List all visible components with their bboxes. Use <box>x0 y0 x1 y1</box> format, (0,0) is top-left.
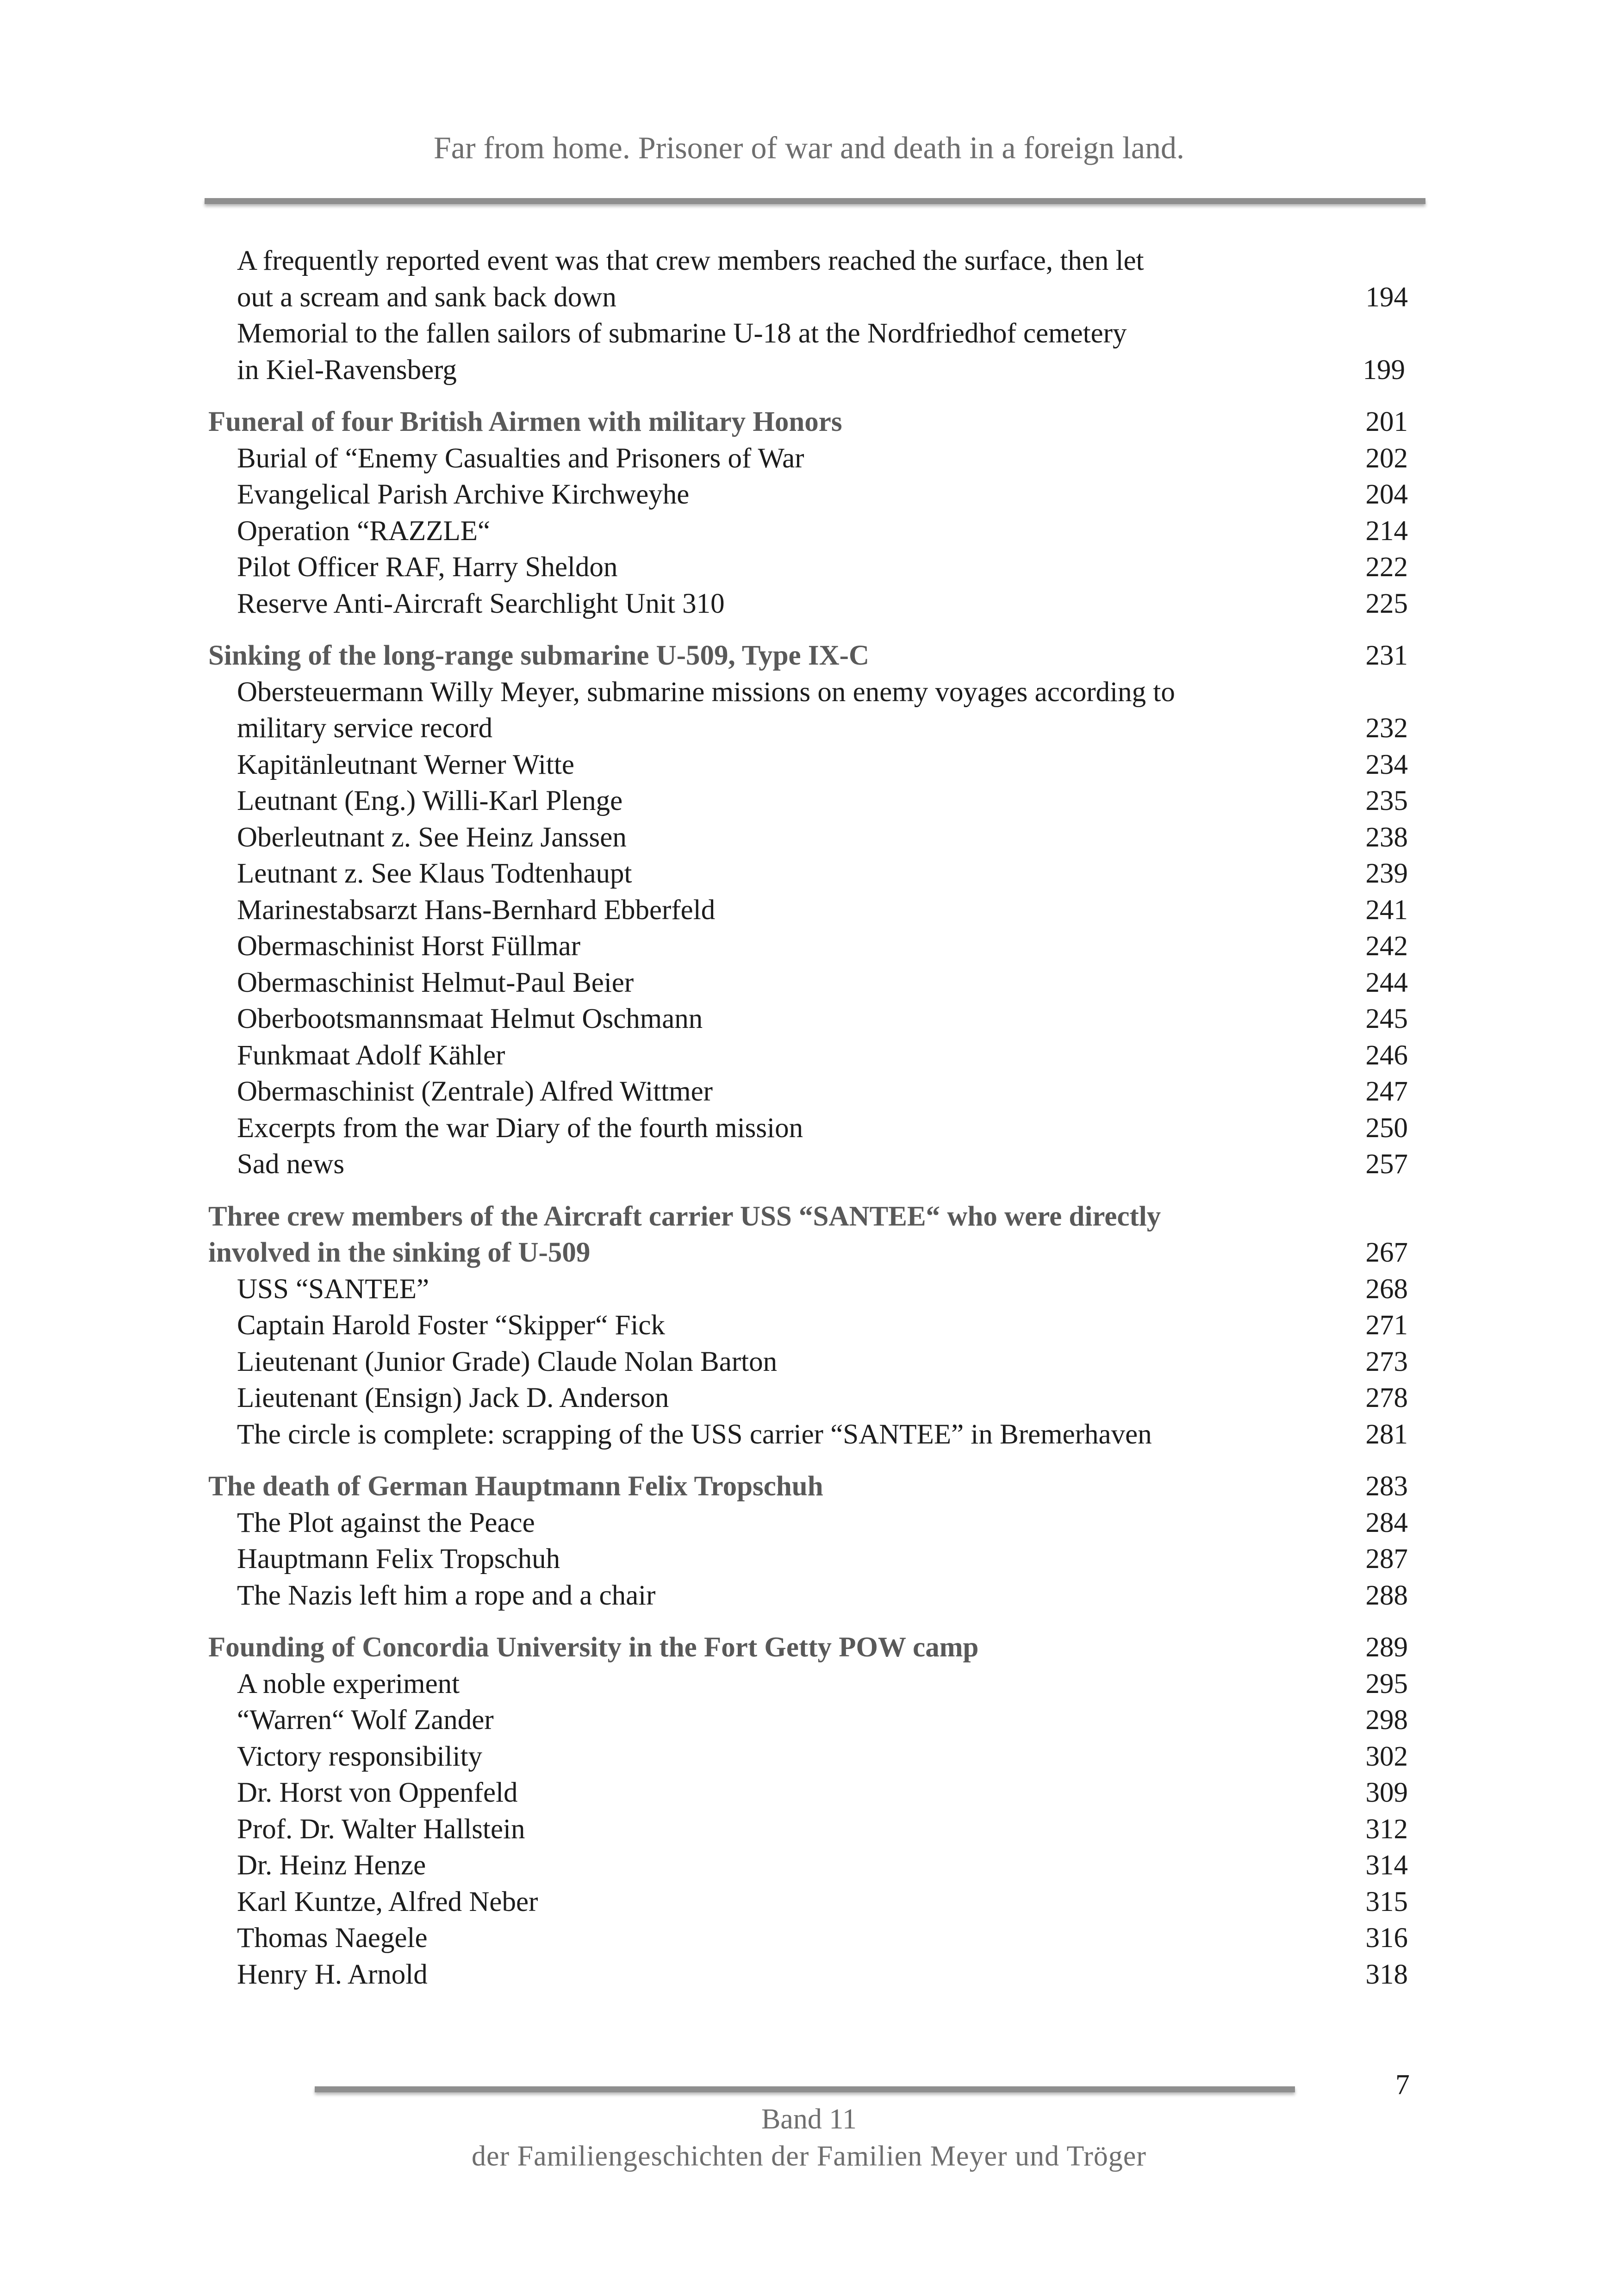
toc-page-number: 238 <box>1365 821 1408 853</box>
toc-page-number: 273 <box>1365 1346 1408 1377</box>
toc-section <box>208 638 1421 1183</box>
toc-entry-title: Prof. Dr. Walter Hallstein <box>237 1813 525 1845</box>
toc-entry-title: The Plot against the Peace <box>237 1507 535 1538</box>
toc-chapter-line <box>208 1630 1421 1666</box>
page-number: 7 <box>1395 2069 1410 2101</box>
toc-entry-line <box>208 747 1421 784</box>
toc-entry-line <box>208 316 1421 352</box>
toc-entry-title: Reserve Anti-Aircraft Searchlight Unit 310 <box>237 588 725 619</box>
toc-page-number: 250 <box>1365 1112 1408 1144</box>
toc-entry-title: Karl Kuntze, Alfred Neber <box>237 1886 538 1917</box>
toc-page-number: 199 <box>1363 354 1405 386</box>
toc-entry-title: Sad news <box>237 1149 345 1180</box>
toc-entry-title: Obersteuermann Willy Meyer, submarine missions on enemy voyages according to <box>237 676 1175 708</box>
toc-entry-title: Captain Harold Foster “Skipper“ Fick <box>237 1310 665 1341</box>
toc-entry-title: Pilot Officer RAF, Harry Sheldon <box>237 552 618 583</box>
toc-page-number: 232 <box>1365 713 1408 744</box>
toc-chapter-line <box>208 404 1421 441</box>
toc-entry-line <box>208 1811 1421 1848</box>
toc-entry-line <box>208 549 1421 586</box>
toc-page-number: 204 <box>1365 479 1408 510</box>
toc-page-number: 225 <box>1365 588 1408 619</box>
toc-chapter-title: involved in the sinking of U-509 <box>208 1237 591 1268</box>
toc-entry-line <box>208 1417 1421 1453</box>
toc-entry-line <box>208 928 1421 965</box>
toc-entry-line <box>208 477 1421 513</box>
toc-entry-line <box>208 1541 1421 1578</box>
toc-section <box>208 1468 1421 1614</box>
toc-entry-title: Oberbootsmannsmaat Helmut Oschmann <box>237 1003 703 1034</box>
toc-page-number: 289 <box>1365 1632 1408 1663</box>
toc-entry-title: Leutnant (Eng.) Willi-Karl Plenge <box>237 785 623 816</box>
toc-entry-line <box>208 280 1421 316</box>
toc-chapter-line <box>208 1199 1421 1235</box>
toc-page-number: 194 <box>1365 281 1408 313</box>
toc-entry-line <box>208 820 1421 856</box>
footer-series-title: der Familiengeschichten der Familien Meyer und Tröger <box>471 2140 1147 2172</box>
toc-entry-line <box>208 1271 1421 1308</box>
toc-entry-title: Memorial to the fallen sailors of submarine U-18 at the Nordfriedhof cemetery <box>237 318 1127 349</box>
toc-page-number: 283 <box>1365 1471 1408 1502</box>
toc-entry-title: out a scream and sank back down <box>237 281 616 313</box>
toc-entry-line <box>208 1038 1421 1074</box>
toc-page-number: 241 <box>1365 894 1408 926</box>
toc-page-number: 235 <box>1365 785 1408 816</box>
toc-entry-title: Obermaschinist Horst Füllmar <box>237 931 581 962</box>
toc-page-number: 231 <box>1365 640 1408 671</box>
toc-page-number: 222 <box>1365 552 1408 583</box>
toc-page-number: 257 <box>1365 1149 1408 1180</box>
toc-section <box>208 1630 1421 1993</box>
toc-entry-line <box>208 352 1421 389</box>
toc-entry-line <box>208 710 1421 747</box>
toc-entry-line <box>208 892 1421 929</box>
toc-entry-title: USS “SANTEE” <box>237 1273 429 1305</box>
footer-volume: Band 11 <box>761 2103 857 2135</box>
toc-entry-title: The circle is complete: scrapping of the USS carrier “SANTEE” in Bremerhaven <box>237 1419 1152 1450</box>
toc-entry-line <box>208 1578 1421 1614</box>
toc-chapter-title: The death of German Hauptmann Felix Tropschuh <box>208 1471 823 1502</box>
toc-entry-title: Dr. Heinz Henze <box>237 1850 426 1881</box>
toc-entry-line <box>208 1775 1421 1811</box>
toc-entry-title: Excerpts from the war Diary of the fourth mission <box>237 1112 803 1144</box>
toc-entry-line <box>208 1307 1421 1344</box>
toc-page-number: 246 <box>1365 1039 1408 1071</box>
toc-entry-title: in Kiel-Ravensberg <box>237 354 457 386</box>
footer-divider <box>315 2086 1295 2092</box>
toc-entry-title: “Warren“ Wolf Zander <box>237 1705 494 1736</box>
toc-entry-title: Lieutenant (Junior Grade) Claude Nolan Barton <box>237 1346 778 1377</box>
toc-entry-title: Obermaschinist Helmut-Paul Beier <box>237 967 634 998</box>
toc-entry-title: Funkmaat Adolf Kähler <box>237 1039 505 1071</box>
toc-entry-line <box>208 1739 1421 1775</box>
toc-entry-line <box>208 1702 1421 1739</box>
toc-entry-line <box>208 1146 1421 1183</box>
toc-chapter-line <box>208 1235 1421 1271</box>
toc-chapter-line <box>208 638 1421 674</box>
toc-page-number: 234 <box>1365 749 1408 780</box>
toc-entry-title: Obermaschinist (Zentrale) Alfred Wittmer <box>237 1076 713 1107</box>
toc-entry-line <box>208 1848 1421 1884</box>
toc-section-continued <box>208 243 1421 388</box>
toc-entry-line <box>208 856 1421 892</box>
toc-entry-line <box>208 965 1421 1002</box>
toc-entry-title: Operation “RAZZLE“ <box>237 515 491 547</box>
toc-entry-title: Evangelical Parish Archive Kirchweyhe <box>237 479 690 510</box>
toc-entry-line <box>208 441 1421 477</box>
toc-page-number: 314 <box>1365 1850 1408 1881</box>
toc-section <box>208 1199 1421 1453</box>
toc-entry-line <box>208 1957 1421 1993</box>
toc-entry-title: Thomas Naegele <box>237 1923 428 1954</box>
toc-page-number: 309 <box>1365 1777 1408 1808</box>
toc-entry-line <box>208 586 1421 622</box>
toc-page-number: 247 <box>1365 1076 1408 1107</box>
toc-entry-title: Victory responsibility <box>237 1741 483 1772</box>
toc-page-number: 214 <box>1365 515 1408 547</box>
running-header-title: Far from home. Prisoner of war and death in a foreign land. <box>433 130 1185 165</box>
toc-page-number: 288 <box>1365 1580 1408 1611</box>
toc-page-number: 267 <box>1365 1237 1408 1268</box>
toc-entry-title: A frequently reported event was that crew members reached the surface, then let <box>237 245 1144 276</box>
toc-page-number: 298 <box>1365 1705 1408 1736</box>
toc-page-number: 287 <box>1365 1543 1408 1574</box>
toc-entry-title: The Nazis left him a rope and a chair <box>237 1580 656 1611</box>
toc-entry-title: Marinestabsarzt Hans-Bernhard Ebberfeld <box>237 894 716 926</box>
toc-entry-line <box>208 1920 1421 1957</box>
toc-chapter-title: Three crew members of the Aircraft carrier USS “SANTEE“ who were directly <box>208 1201 1161 1232</box>
header-divider <box>205 198 1425 204</box>
toc-page-number: 201 <box>1365 406 1408 437</box>
toc-entry-title: Henry H. Arnold <box>237 1959 428 1990</box>
toc-page-number: 202 <box>1365 442 1408 474</box>
toc-entry-line <box>208 1074 1421 1110</box>
toc-entry-title: A noble experiment <box>237 1668 460 1699</box>
toc-page-number: 271 <box>1365 1310 1408 1341</box>
toc-page-number: 312 <box>1365 1813 1408 1845</box>
toc-entry-line <box>208 1666 1421 1703</box>
toc-page-number: 244 <box>1365 967 1408 998</box>
toc-entry-line <box>208 1505 1421 1542</box>
toc-chapter-title: Funeral of four British Airmen with military Honors <box>208 406 842 437</box>
toc-entry-line <box>208 783 1421 820</box>
toc-page-number: 295 <box>1365 1668 1408 1699</box>
toc-entry-title: Hauptmann Felix Tropschuh <box>237 1543 560 1574</box>
table-of-contents <box>208 243 1421 2009</box>
toc-entry-line <box>208 513 1421 550</box>
toc-chapter-line <box>208 1468 1421 1505</box>
toc-page-number: 284 <box>1365 1507 1408 1538</box>
toc-chapter-title: Founding of Concordia University in the Fort Getty POW camp <box>208 1632 979 1663</box>
toc-page-number: 316 <box>1365 1923 1408 1954</box>
toc-entry-title: military service record <box>237 713 493 744</box>
toc-page-number: 318 <box>1365 1959 1408 1990</box>
toc-entry-title: Kapitänleutnant Werner Witte <box>237 749 574 780</box>
toc-page-number: 245 <box>1365 1003 1408 1034</box>
toc-page-number: 281 <box>1365 1419 1408 1450</box>
toc-page-number: 268 <box>1365 1273 1408 1305</box>
toc-page-number: 278 <box>1365 1382 1408 1413</box>
toc-page-number: 302 <box>1365 1741 1408 1772</box>
toc-entry-line <box>208 1344 1421 1381</box>
toc-entry-line <box>208 1001 1421 1038</box>
toc-entry-title: Burial of “Enemy Casualties and Prisoners of War <box>237 442 804 474</box>
toc-page-number: 315 <box>1365 1886 1408 1917</box>
toc-entry-line <box>208 1380 1421 1417</box>
toc-entry-line <box>208 243 1421 280</box>
toc-section <box>208 404 1421 622</box>
toc-entry-line <box>208 1110 1421 1147</box>
toc-chapter-title: Sinking of the long-range submarine U-509, Type IX-C <box>208 640 869 671</box>
toc-entry-title: Lieutenant (Ensign) Jack D. Anderson <box>237 1382 669 1413</box>
toc-entry-line <box>208 674 1421 711</box>
toc-entry-title: Leutnant z. See Klaus Todtenhaupt <box>237 858 632 889</box>
toc-entry-title: Oberleutnant z. See Heinz Janssen <box>237 821 627 853</box>
toc-page-number: 239 <box>1365 858 1408 889</box>
toc-entry-line <box>208 1884 1421 1921</box>
toc-page-number: 242 <box>1365 931 1408 962</box>
toc-entry-title: Dr. Horst von Oppenfeld <box>237 1777 518 1808</box>
